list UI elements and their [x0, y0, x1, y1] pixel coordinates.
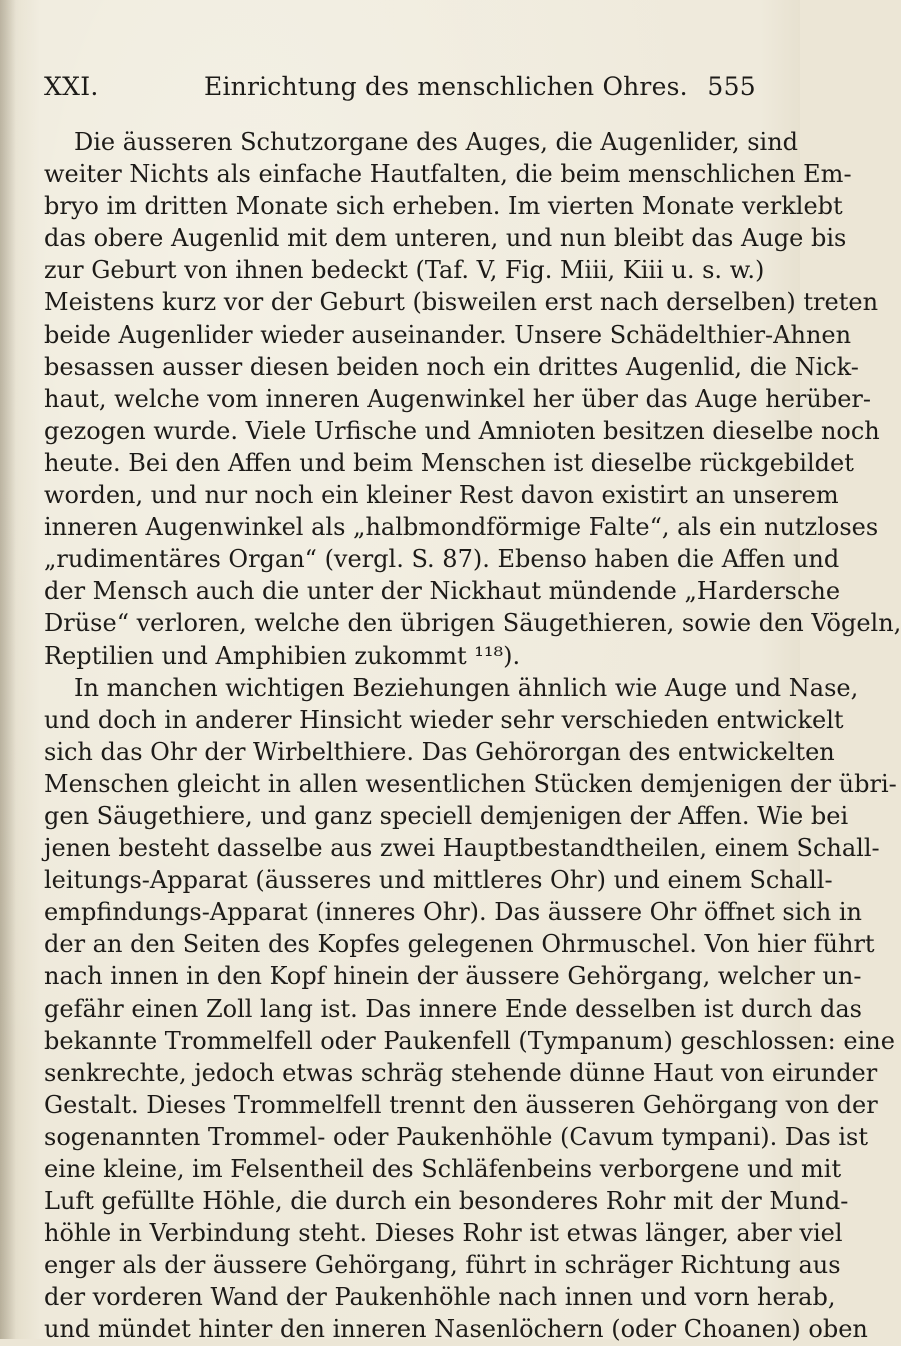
text-line: Luft gefüllte Höhle, die durch ein besonderes Rohr mit der Mund-: [44, 1187, 849, 1216]
text-line: höhle in Verbindung steht. Dieses Rohr ist etwas länger, aber viel: [44, 1219, 843, 1248]
text-line: In manchen wichtigen Beziehungen ähnlich wie Auge und Nase,: [74, 673, 859, 702]
text-line: gefähr einen Zoll lang ist. Das innere Ende desselben ist durch das: [44, 994, 862, 1023]
text-line: inneren Augenwinkel als „halbmondförmige Falte“, als ein nutzloses: [44, 513, 879, 542]
text-line: senkrechte, jedoch etwas schräg stehende dünne Haut von eirunder: [44, 1058, 878, 1087]
running-title: Einrichtung des menschlichen Ohres.: [204, 72, 688, 101]
text-line: enger als der äussere Gehörgang, führt in schräger Richtung aus: [44, 1251, 841, 1280]
text-line: bekannte Trommelfell oder Paukenfell (Tympanum) geschlossen: eine: [44, 1026, 895, 1055]
text-line: „rudimentäres Organ“ (vergl. S. 87). Ebenso haben die Affen und: [44, 545, 840, 574]
text-line: das obere Augenlid mit dem unteren, und nun bleibt das Auge bis: [44, 224, 847, 253]
text-line: nach innen in den Kopf hinein der äussere Gehörgang, welcher un-: [44, 962, 862, 991]
text-line: besassen ausser diesen beiden noch ein drittes Augenlid, die Nick-: [44, 352, 859, 381]
text-line: eine kleine, im Felsentheil des Schläfenbeins verborgene und mit: [44, 1155, 842, 1183]
text-line: Drüse“ verloren, welche den übrigen Säugethieren, sowie den Vögeln,: [44, 609, 901, 638]
text-line: sich das Ohr der Wirbelthiere. Das Gehörorgan des entwickelten: [44, 737, 835, 766]
text-line: bryo im dritten Monate sich erheben. Im vierten Monate verklebt: [44, 192, 843, 221]
text-line: zur Geburt von ihnen bedeckt (Taf. V, Fig. Miii, Kiii u. s. w.): [44, 256, 765, 285]
text-line: Die äusseren Schutzorgane des Auges, die Augenlider, sind: [74, 128, 799, 156]
text-line: gezogen wurde. Viele Urfische und Amnioten besitzen dieselbe noch: [44, 416, 880, 445]
text-line: Menschen gleicht in allen wesentlichen Stücken demjenigen der übri-: [44, 769, 897, 798]
text-line: Reptilien und Amphibien zukommt ¹¹⁸).: [44, 641, 521, 670]
text-line: gen Säugethiere, und ganz speciell demjenigen der Affen. Wie bei: [44, 801, 849, 830]
text-line: heute. Bei den Affen und beim Menschen ist dieselbe rückgebildet: [44, 448, 854, 477]
text-line: und mündet hinter den inneren Nasenlöchern (oder Choanen) oben: [44, 1315, 868, 1344]
text-line: leitungs-Apparat (äusseres und mittleres Ohr) und einem Schall-: [44, 866, 833, 895]
text-line: weiter Nichts als einfache Hautfalten, die beim menschlichen Em-: [44, 160, 852, 189]
chapter-number: XXI.: [44, 72, 99, 101]
page-binding-shadow: [0, 0, 16, 1339]
text-line: beide Augenlider wieder auseinander. Unsere Schädelthier-Ahnen: [44, 320, 852, 349]
page-number: 555: [707, 72, 756, 101]
running-head: [44, 72, 756, 112]
text-line: sogenannten Trommel- oder Paukenhöhle (Cavum tympani). Das ist: [44, 1122, 868, 1151]
text-line: und doch in anderer Hinsicht wieder sehr verschieden entwickelt: [44, 705, 844, 734]
text-line: worden, und nur noch ein kleiner Rest davon existirt an unserem: [44, 481, 839, 510]
text-line: Gestalt. Dieses Trommelfell trennt den äusseren Gehörgang von der: [44, 1090, 878, 1119]
text-line: Meistens kurz vor der Geburt (bisweilen erst nach derselben) treten: [44, 288, 879, 317]
text-line: der Mensch auch die unter der Nickhaut mündende „Hardersche: [44, 577, 841, 606]
text-line: der an den Seiten des Kopfes gelegenen Ohrmuschel. Von hier führt: [44, 930, 875, 959]
text-line: haut, welche vom inneren Augenwinkel her über das Auge herüber-: [44, 384, 871, 413]
text-line: der vorderen Wand der Paukenhöhle nach innen und vorn herab,: [44, 1283, 836, 1312]
text-line: empfindungs-Apparat (inneres Ohr). Das äussere Ohr öffnet sich in: [44, 898, 863, 927]
body-text: [44, 126, 901, 1346]
text-line: jenen besteht dasselbe aus zwei Hauptbestandtheilen, einem Schall-: [44, 834, 880, 863]
